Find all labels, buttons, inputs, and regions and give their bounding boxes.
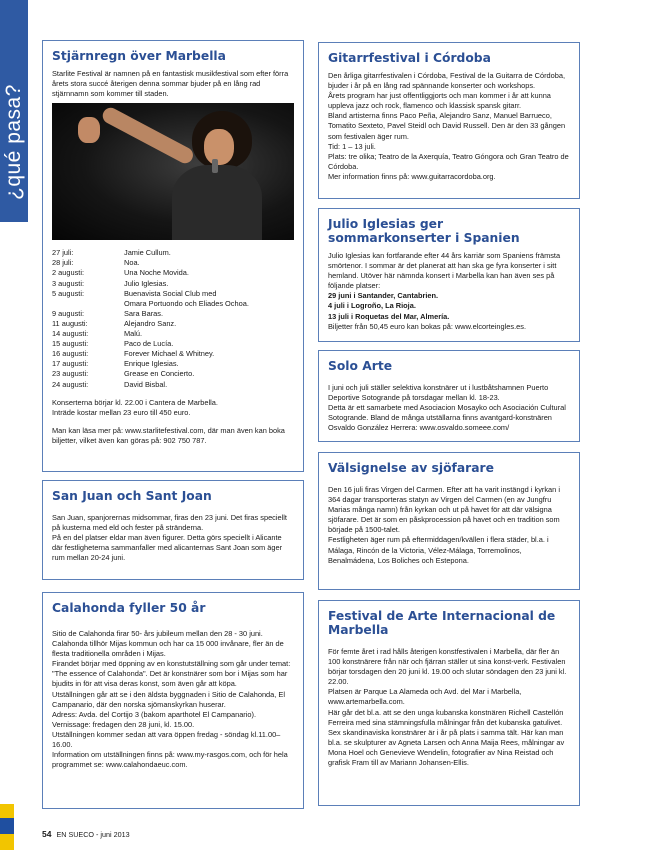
- schedule-artist: Grease en Concierto.: [124, 369, 195, 379]
- concert-date-line: 13 juli i Roquetas del Mar, Almería.: [328, 311, 450, 321]
- schedule-date: 16 augusti:: [52, 349, 89, 359]
- article-text: Konserterna börjar kl. 22.00 i Cantera de Marbella.: [52, 397, 218, 407]
- schedule-date: 2 augusti:: [52, 268, 85, 278]
- schedule-date: 15 augusti:: [52, 339, 89, 349]
- article-gitarr: [318, 42, 580, 199]
- schedule-date: 24 augusti:: [52, 379, 89, 389]
- schedule-artist: Sara Baras.: [124, 308, 164, 318]
- schedule-row: [52, 289, 294, 299]
- page-number: 54: [42, 829, 52, 839]
- article-calahonda: [42, 592, 304, 809]
- article-body: [328, 71, 570, 182]
- article-text: Sitio de Calahonda firar 50- års jubileum mellan den 28 - 30 juni. Calahonda tillhör Mijas kommun och har ca 15 000 invånare, fler än de flesta traditionella områden i Mijas.: [52, 629, 284, 659]
- schedule-row: [52, 319, 294, 329]
- article-title: Stjärnregn över Marbella: [52, 49, 226, 63]
- article-title: Julio Iglesias ger sommarkonserter i Spanien: [328, 217, 520, 245]
- article-julio: [318, 208, 580, 342]
- article-text: Utställningen kommer sedan att vara öppen fredag - söndag kl.11.00–16.00.: [52, 729, 281, 750]
- article-text: Årets program har just offentliggjorts och man kommer i år att kunna uppleva jazz och rock, flamenco och klassisk spansk gitarr.: [328, 91, 551, 111]
- article-text: Den årliga gitarrfestivalen i Córdoba, Festival de la Guitarra de Córdoba, bjuder i år på en lång rad spännande konserter och workshops.: [328, 71, 566, 91]
- schedule-date: 14 augusti:: [52, 329, 89, 339]
- schedule-date: 11 augusti:: [52, 318, 88, 328]
- article-text: Julio Iglesias kan fortfarande efter 44 års karriär som Spaniens främsta smörtenor. I sommar är det planerat att han ska ge fyra konserter i sitt hemland. Utöver här nämnda konsert i Marbella kan han även ses på följande platser:: [328, 251, 561, 291]
- article-body: [328, 647, 570, 768]
- concert-schedule: [52, 248, 294, 389]
- magazine-name: EN SUECO - juni 2013: [56, 830, 130, 839]
- schedule-row: [52, 369, 294, 379]
- schedule-row: [52, 258, 294, 268]
- article-title: Solo Arte: [328, 359, 393, 373]
- schedule-row: [52, 349, 294, 359]
- schedule-date: 3 augusti:: [52, 278, 85, 288]
- schedule-row: [52, 329, 294, 339]
- schedule-row: [52, 359, 294, 369]
- article-text: Utställningen går att se i den äldsta byggnaden i Sitio de Calahonda, El Campanario, där den norska sjömanskyrkan huserar.: [52, 689, 285, 709]
- schedule-row: [52, 279, 294, 289]
- concert-date-line: 4 juli i Logroño, La Rioja.: [328, 301, 416, 311]
- schedule-artist: Paco de Lucía.: [124, 339, 174, 349]
- schedule-date: 5 augusti:: [52, 288, 85, 298]
- schedule-row: [52, 268, 294, 278]
- concert-date-line: 29 juni i Santander, Cantabrien.: [328, 291, 439, 301]
- article-text: Firandet börjar med öppning av en konstutställning som går under temat: "The essence of Calahonda". Det är konstnärer som bor i Mijas som har bjudits in för att visa deras konst, som även går att köpa.: [52, 659, 291, 689]
- swedish-flag-icon: [0, 804, 14, 850]
- article-title: Gitarrfestival i Córdoba: [328, 51, 491, 65]
- article-text: På en del platser eldar man även figurer. Detta görs speciellt i Alicante där festligheterna sammanfaller med alicanternas Sant Joan som äger rum mellan 20-24 juni.: [52, 533, 283, 563]
- schedule-artist: Enrique Iglesias.: [124, 359, 179, 369]
- schedule-date: 23 augusti:: [52, 369, 89, 379]
- article-text: Vernissage: fredagen den 28 juni, kl. 15.00.: [52, 719, 195, 729]
- article-text: Tid: 1 – 13 juli.: [328, 141, 376, 151]
- schedule-date: 28 juli:: [52, 258, 74, 268]
- schedule-artist: Noa.: [124, 258, 140, 268]
- schedule-row: [52, 309, 294, 319]
- schedule-row: [52, 248, 294, 258]
- schedule-artist: Forever Michael & Whitney.: [124, 349, 215, 359]
- schedule-row: [52, 380, 294, 390]
- article-title: Välsignelse av sjöfarare: [328, 461, 494, 475]
- article-valsignelse: [318, 452, 580, 590]
- schedule-artist: Malú.: [124, 329, 143, 339]
- schedule-date: [52, 299, 124, 309]
- article-title: Calahonda fyller 50 år: [52, 601, 206, 615]
- article-title: Festival de Arte Internacional de Marbella: [328, 609, 556, 637]
- schedule-row: [52, 299, 294, 309]
- article-title: San Juan och Sant Joan: [52, 489, 212, 503]
- schedule-artist: David Bisbal.: [124, 379, 168, 389]
- article-text: Festligheten äger rum på eftermiddagen/kvällen i flera städer, bl.a. i Málaga, Rincón de la Victoria, Vélez-Málaga, Torremolinos, Benalmádena, Los Boliches och Estepona.: [328, 535, 549, 565]
- article-text: Den 16 juli firas Virgen del Carmen. Efter att ha varit instängd i kyrkan i 364 dagar transporteras statyn av Virgen del Carmen (en av Jungfru Marias många namn) från kyrkan och ut på havet för att där välsigna sjöfarare. Det är som en påskprocession på havet och en tradition som började på 1500-talet.: [328, 485, 560, 535]
- article-text: Man kan läsa mer på: www.starlitefestival.com, där man även kan boka biljetter, vilket även kan göras på: 902 750 787.: [52, 425, 285, 445]
- article-text: Information om utställningen finns på: www.my-rasgos.com, och för hela programmet se: www.calahondaeuc.com.: [52, 750, 288, 770]
- article-text: Bland artisterna finns Paco Peña, Alejandro Sanz, Manuel Barrueco, Tomatito Sexteto, Pavel Steidl och David Russell. Den är den 33 gången som festivalen äger rum.: [328, 111, 566, 141]
- article-festival-arte: [318, 600, 580, 806]
- article-text: Plats: tre olika; Teatro de la Axerquía, Teatro Góngora och Gran Teatro de Córdoba.: [328, 151, 569, 171]
- article-body: [52, 629, 294, 770]
- article-text: I juni och juli ställer selektiva konstnärer ut i lustbåtshamnen Puerto Deportive Sotogrande på torsdagar mellan kl. 18-23.: [328, 383, 549, 403]
- article-intro: Starlite Festival är namnen på en fantastisk musikfestival som efter förra årets stora succé återigen denna sommar bjuder på en lång rad stjärnnamn som kommer till staden.: [52, 69, 289, 99]
- article-text: Mer information finns på: www.guitarracordoba.org.: [328, 171, 496, 181]
- article-stjarnregn: [42, 40, 304, 472]
- article-text: För femte året i rad hålls återigen konstfestivalen i Marbella, där fler än 100 konstnärere från när och fjärran ställer ut sina konst-verk. Festivalen börjar torsdagen den 20 juni kl. 19.00 och slutar söndagen den 23 juni kl. 22.00.: [328, 647, 567, 687]
- article-text: Inträde kostar mellan 23 euro till 450 euro.: [52, 407, 191, 417]
- section-tab: [0, 0, 28, 222]
- article-sanjuan: [42, 480, 304, 580]
- concert-photo: [52, 103, 294, 240]
- article-text: San Juan, spanjorernas midsommar, firas den 23 juni. Det firas speciellt på kusterna med eld och fester på stränderna.: [52, 513, 287, 533]
- schedule-artist: Julio Iglesias.: [124, 278, 169, 288]
- schedule-artist: Alejandro Sanz.: [124, 318, 177, 328]
- schedule-date: 9 augusti:: [52, 308, 85, 318]
- article-text: Här går det bl.a. att se den unga kubanska konstnären Richell Castellón Ferreira med sina stämningsfulla målningar från det kubanska gatulivet.: [328, 707, 564, 727]
- schedule-row: [52, 339, 294, 349]
- schedule-artist: Omara Portuondo och Eliades Ochoa.: [124, 298, 249, 308]
- concert-dates: [328, 291, 570, 321]
- schedule-artist: Una Noche Movida.: [124, 268, 189, 278]
- schedule-date: 17 augusti:: [52, 359, 89, 369]
- schedule-date: 27 juli:: [52, 248, 74, 258]
- page-footer: [42, 829, 130, 839]
- article-text: Platsen är Parque La Alameda och Avd. del Mar i Marbella, www.artemarbella.com.: [328, 687, 522, 707]
- article-text: Sex skandinaviska konstnärer är i år på plats i samma tält. Här kan man bl.a. se skulpturer av Agneta Larsen och Anna Maija Rees, målningar av Mona Hoel och Genevieve Wendelin, fotografier av Nina Reistad och grafisk Fram till av Mariann Johansen-Ellis.: [328, 727, 565, 768]
- article-text: Biljetter från 50,45 euro kan bokas på: www.elcorteingles.es.: [328, 321, 527, 331]
- article-solo-arte: [318, 350, 580, 442]
- schedule-artist: Buenavista Social Club med: [124, 288, 217, 298]
- section-tab-label: ¿qué pasa?: [2, 84, 25, 200]
- schedule-artist: Jamie Cullum.: [124, 248, 171, 258]
- article-text: Detta är ett samarbete med Asociacion Mosayko och Asociación Cultural Sotogrande. Bland de många utställarna finns avantgard-konstnären Osvaldo González Herrera: www.osvaldo.someee.com/: [328, 403, 566, 433]
- article-text: Adress: Avda. del Cortijo 3 (bakom aparthotel El Campanario).: [52, 709, 257, 719]
